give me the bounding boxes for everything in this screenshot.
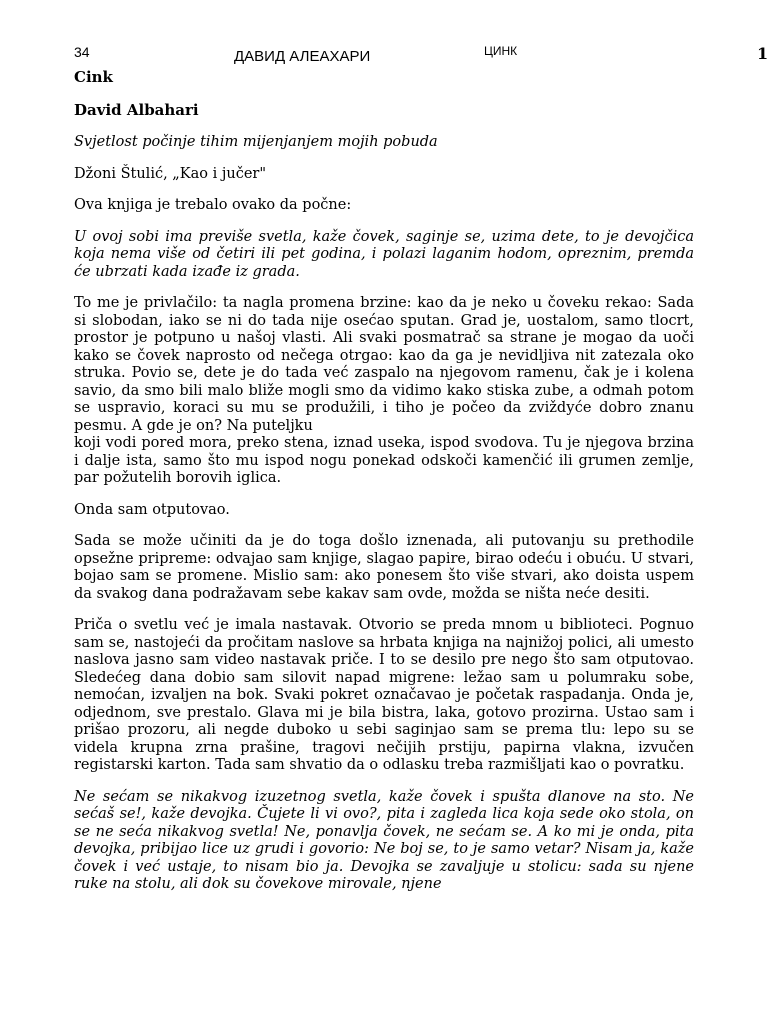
- paragraph: Priča o svetlu već je imala nastavak. Otvorio se preda mnom u biblioteci. Pognuo sam se, nastojeći da pročitam naslove sa hrbata knjiga na najnižoj polici, ali umesto naslova jasno sam video nastavak priče. I to se desilo pre nego što sam otputovao. Sledećeg dana dobio sam silovit napad migrene: ležao sam u polumraku sobe, nemoćan, izvaljen na bok. Svaki pokret označavao je početak raspadanja. Onda je, odjednom, sve prestalo. Glava mi je bila bistra, laka, gotovo prozirna. Ustao sam i prišao prozoru, ali negde duboko u sebi saginjao sam se prema tlu: lepo su se videla krupna zrna prašine, tragovi nečijih prstiju, papirna vlakna, izvučen registarski karton. Tada sam shvatio da o odlasku treba razmišljati kao o povratku.: [74, 617, 694, 773]
- running-header-author: ДАВИД АЛЕАХАРИ: [234, 48, 371, 65]
- epigraph-source: Džoni Štulić, „Kao i jučer": [74, 165, 267, 182]
- epigraph: Svjetlost počinje tihim mijenjanjem mojih pobuda: [74, 134, 438, 150]
- book-title: Cink: [74, 68, 113, 86]
- paragraph-continuation: koji vodi pored mora, preko stena, iznad useka, ispod svodova. Tu je njegova brzina i dalje ista, samo što mu ispod nogu ponekad odskoči kamenčić ili grumen zemlje, par požutelih borovih iglica.: [74, 435, 694, 486]
- paragraph: Onda sam otputovao.: [74, 501, 230, 518]
- paragraph: To me je privlačilo: ta nagla promena brzine: kao da je neko u čoveku rekao: Sada si slobodan, iako se ni do tada nije osećao sputan. Grad je, uostalom, samo tlocrt, prostor je potpuno u našoj vlasti. Ali svaki posmatrač sa strane je mogao da uoči kako se čovek naprosto od nečega otrgao: kao da ga je nevidljiva nit zatezala oko struka. Povio se, dete je do tada već zaspalo na njegovom ramenu, čak je i kolena savio, da smo bili malo bliže mogli smo da vidimo kako stiska zube, a odmah potom se uspravio, koraci su mu se produžili, i tiho je počeo da zviždуće dobro znanu pesmu. A gde je on? Na puteljku: [74, 295, 694, 434]
- paragraph-italic: Ne sećam se nikakvog izuzetnog svetla, kaže čovek i spušta dlanove na sto. Ne sećaš se!, kaže devojka. Čujete li vi ovo?, pita i zagleda lica koja sede oko stola, on se ne seća nikakvog svetla! Ne, ponavlja čovek, ne sećam se. A ko mi je onda, pita devojka, pribijao lice uz grudi i govorio: Ne boj se, to je samo vetar? Nisam ja, kaže čovek i već ustaje, to nisam bio ja. Devojka se zavaljuje u stolicu: sada su njene ruke na stolu, ali dok su čovekove mirovale, njene: [74, 788, 694, 892]
- book-author: David Albahari: [74, 101, 199, 119]
- page-body: [74, 66, 694, 894]
- paragraph: Ova knjiga je trebalo ovako da počne:: [74, 197, 352, 213]
- page-number: 34: [74, 44, 90, 60]
- edge-page-mark: 1: [757, 44, 768, 63]
- paragraph: Sada se može učiniti da je do toga došlo iznenada, ali putovanju su prethodile opsežne pripreme: odvajao sam knjige, slagao papire, birao odeću i obuću. U stvari, bojao sam se promene. Mislio sam: ako ponesem što više stvari, ako doista uspem da svakog dana podražavam sebe kakav sam ovde, možda se ništa neće desiti.: [74, 533, 694, 602]
- paragraph-italic: U ovoj sobi ima previše svetla, kaže čovek, saginje se, uzima dete, to je devojčica koja nema više od četiri ili pet godina, i polazi laganim hodom, opreznim, premda će ubrzati kada izađe iz grada.: [74, 228, 694, 280]
- running-header-title: ЦИНК: [484, 44, 518, 58]
